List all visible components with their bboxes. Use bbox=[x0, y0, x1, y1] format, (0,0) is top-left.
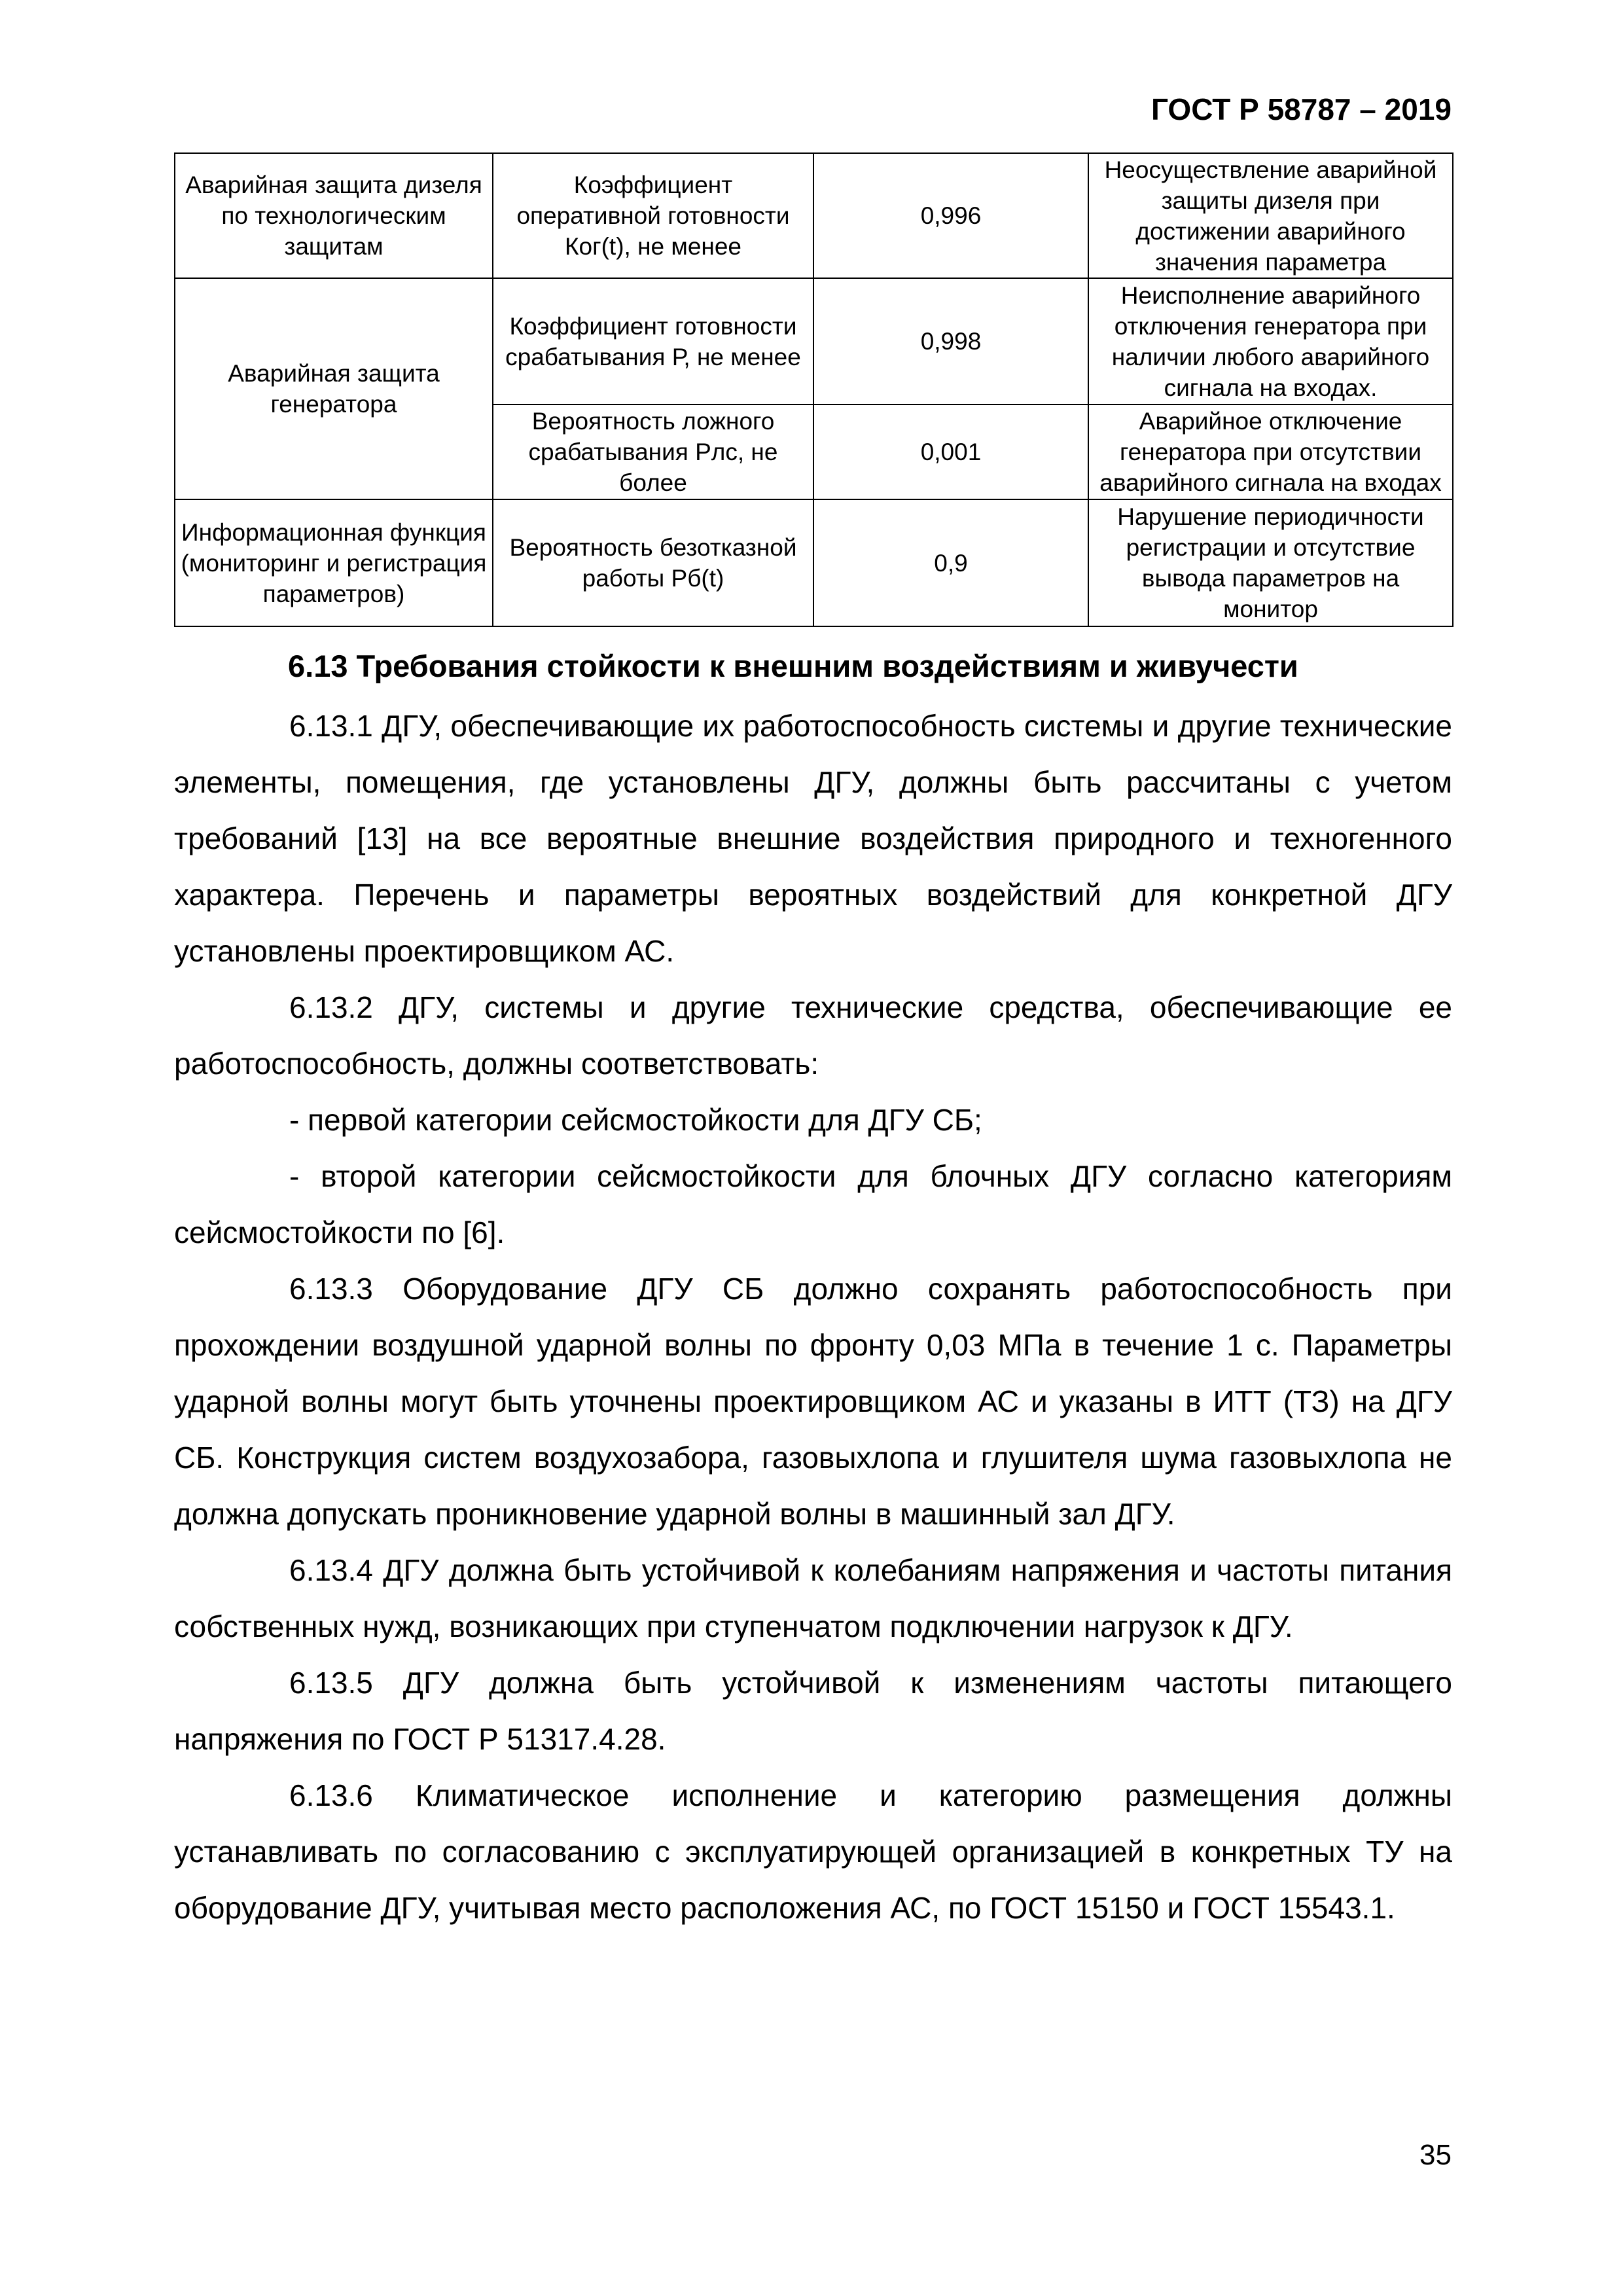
value-cell: 0,9 bbox=[813, 499, 1088, 626]
indicator-cell: Коэффициент оперативной готовности Ког(t), не менее bbox=[493, 153, 813, 278]
table-row bbox=[175, 153, 1453, 278]
function-cell: Аварийная защита генератора bbox=[175, 278, 493, 499]
table-row bbox=[175, 499, 1453, 626]
value-cell: 0,998 bbox=[813, 278, 1088, 404]
value-cell: 0,996 bbox=[813, 153, 1088, 278]
indicator-cell: Вероятность безотказной работы Рб(t) bbox=[493, 499, 813, 626]
requirements-table bbox=[174, 152, 1454, 627]
indicator-cell: Вероятность ложного срабатывания Рлс, не более bbox=[493, 404, 813, 499]
body-text bbox=[174, 698, 1452, 1936]
paragraph: 6.13.4 ДГУ должна быть устойчивой к колебаниям напряжения и частоты питания собственных нужд, возникающих при ступенчатом подключении нагрузок к ДГУ. bbox=[174, 1553, 1452, 1643]
function-cell: Аварийная защита дизеля по технологическим защитам bbox=[175, 153, 493, 278]
paragraph: 6.13.5 ДГУ должна быть устойчивой к изменениям частоты питающего напряжения по ГОСТ Р 51317.4.28. bbox=[174, 1666, 1452, 1756]
failure-cell: Нарушение периодичности регистрации и отсутствие вывода параметров на монитор bbox=[1088, 499, 1453, 626]
failure-cell: Неосуществление аварийной защиты дизеля при достижении аварийного значения параметра bbox=[1088, 153, 1453, 278]
paragraph: 6.13.1 ДГУ, обеспечивающие их работоспособность системы и другие технические элементы, помещения, где установлены ДГУ, должны быть рассчитаны с учетом требований [13] на все вероятные внешние воздействия природного и техногенного характера. Перечень и параметры вероятных воздействий для конкретной ДГУ установлены проектировщиком АС. bbox=[174, 709, 1452, 968]
failure-cell: Аварийное отключение генератора при отсутствии аварийного сигнала на входах bbox=[1088, 404, 1453, 499]
page-number: 35 bbox=[1419, 2139, 1452, 2171]
list-item: - второй категории сейсмостойкости для блочных ДГУ согласно категориям сейсмостойкости по [6]. bbox=[174, 1159, 1452, 1249]
value-cell: 0,001 bbox=[813, 404, 1088, 499]
paragraph: 6.13.2 ДГУ, системы и другие технические средства, обеспечивающие ее работоспособность, должны соответствовать: bbox=[174, 990, 1452, 1081]
paragraph: 6.13.3 Оборудование ДГУ СБ должно сохранять работоспособность при прохождении воздушной ударной волны по фронту 0,03 МПа в течение 1 с. Параметры ударной волны могут быть уточнены проектировщиком АС и указаны в ИТТ (ТЗ) на ДГУ СБ. Конструкция систем воздухозабора, газовыхлопа и глушителя шума газовыхлопа не должна допускать проникновение ударной волны в машинный зал ДГУ. bbox=[174, 1272, 1452, 1531]
section-heading: 6.13 Требования стойкости к внешним воздействиям и живучести bbox=[288, 649, 1298, 683]
function-cell: Информационная функция (мониторинг и регистрация параметров) bbox=[175, 499, 493, 626]
document-header: ГОСТ Р 58787 – 2019 bbox=[1150, 92, 1452, 126]
list-item: - первой категории сейсмостойкости для ДГУ СБ; bbox=[289, 1103, 982, 1137]
failure-cell: Неисполнение аварийного отключения генератора при наличии любого аварийного сигнала на входах. bbox=[1088, 278, 1453, 404]
paragraph: 6.13.6 Климатическое исполнение и категорию размещения должны устанавливать по согласованию с эксплуатирующей организацией в конкретных ТУ на оборудование ДГУ, учитывая место расположения АС, по ГОСТ 15150 и ГОСТ 15543.1. bbox=[174, 1778, 1452, 1925]
table-row bbox=[175, 278, 1453, 404]
indicator-cell: Коэффициент готовности срабатывания Р, не менее bbox=[493, 278, 813, 404]
